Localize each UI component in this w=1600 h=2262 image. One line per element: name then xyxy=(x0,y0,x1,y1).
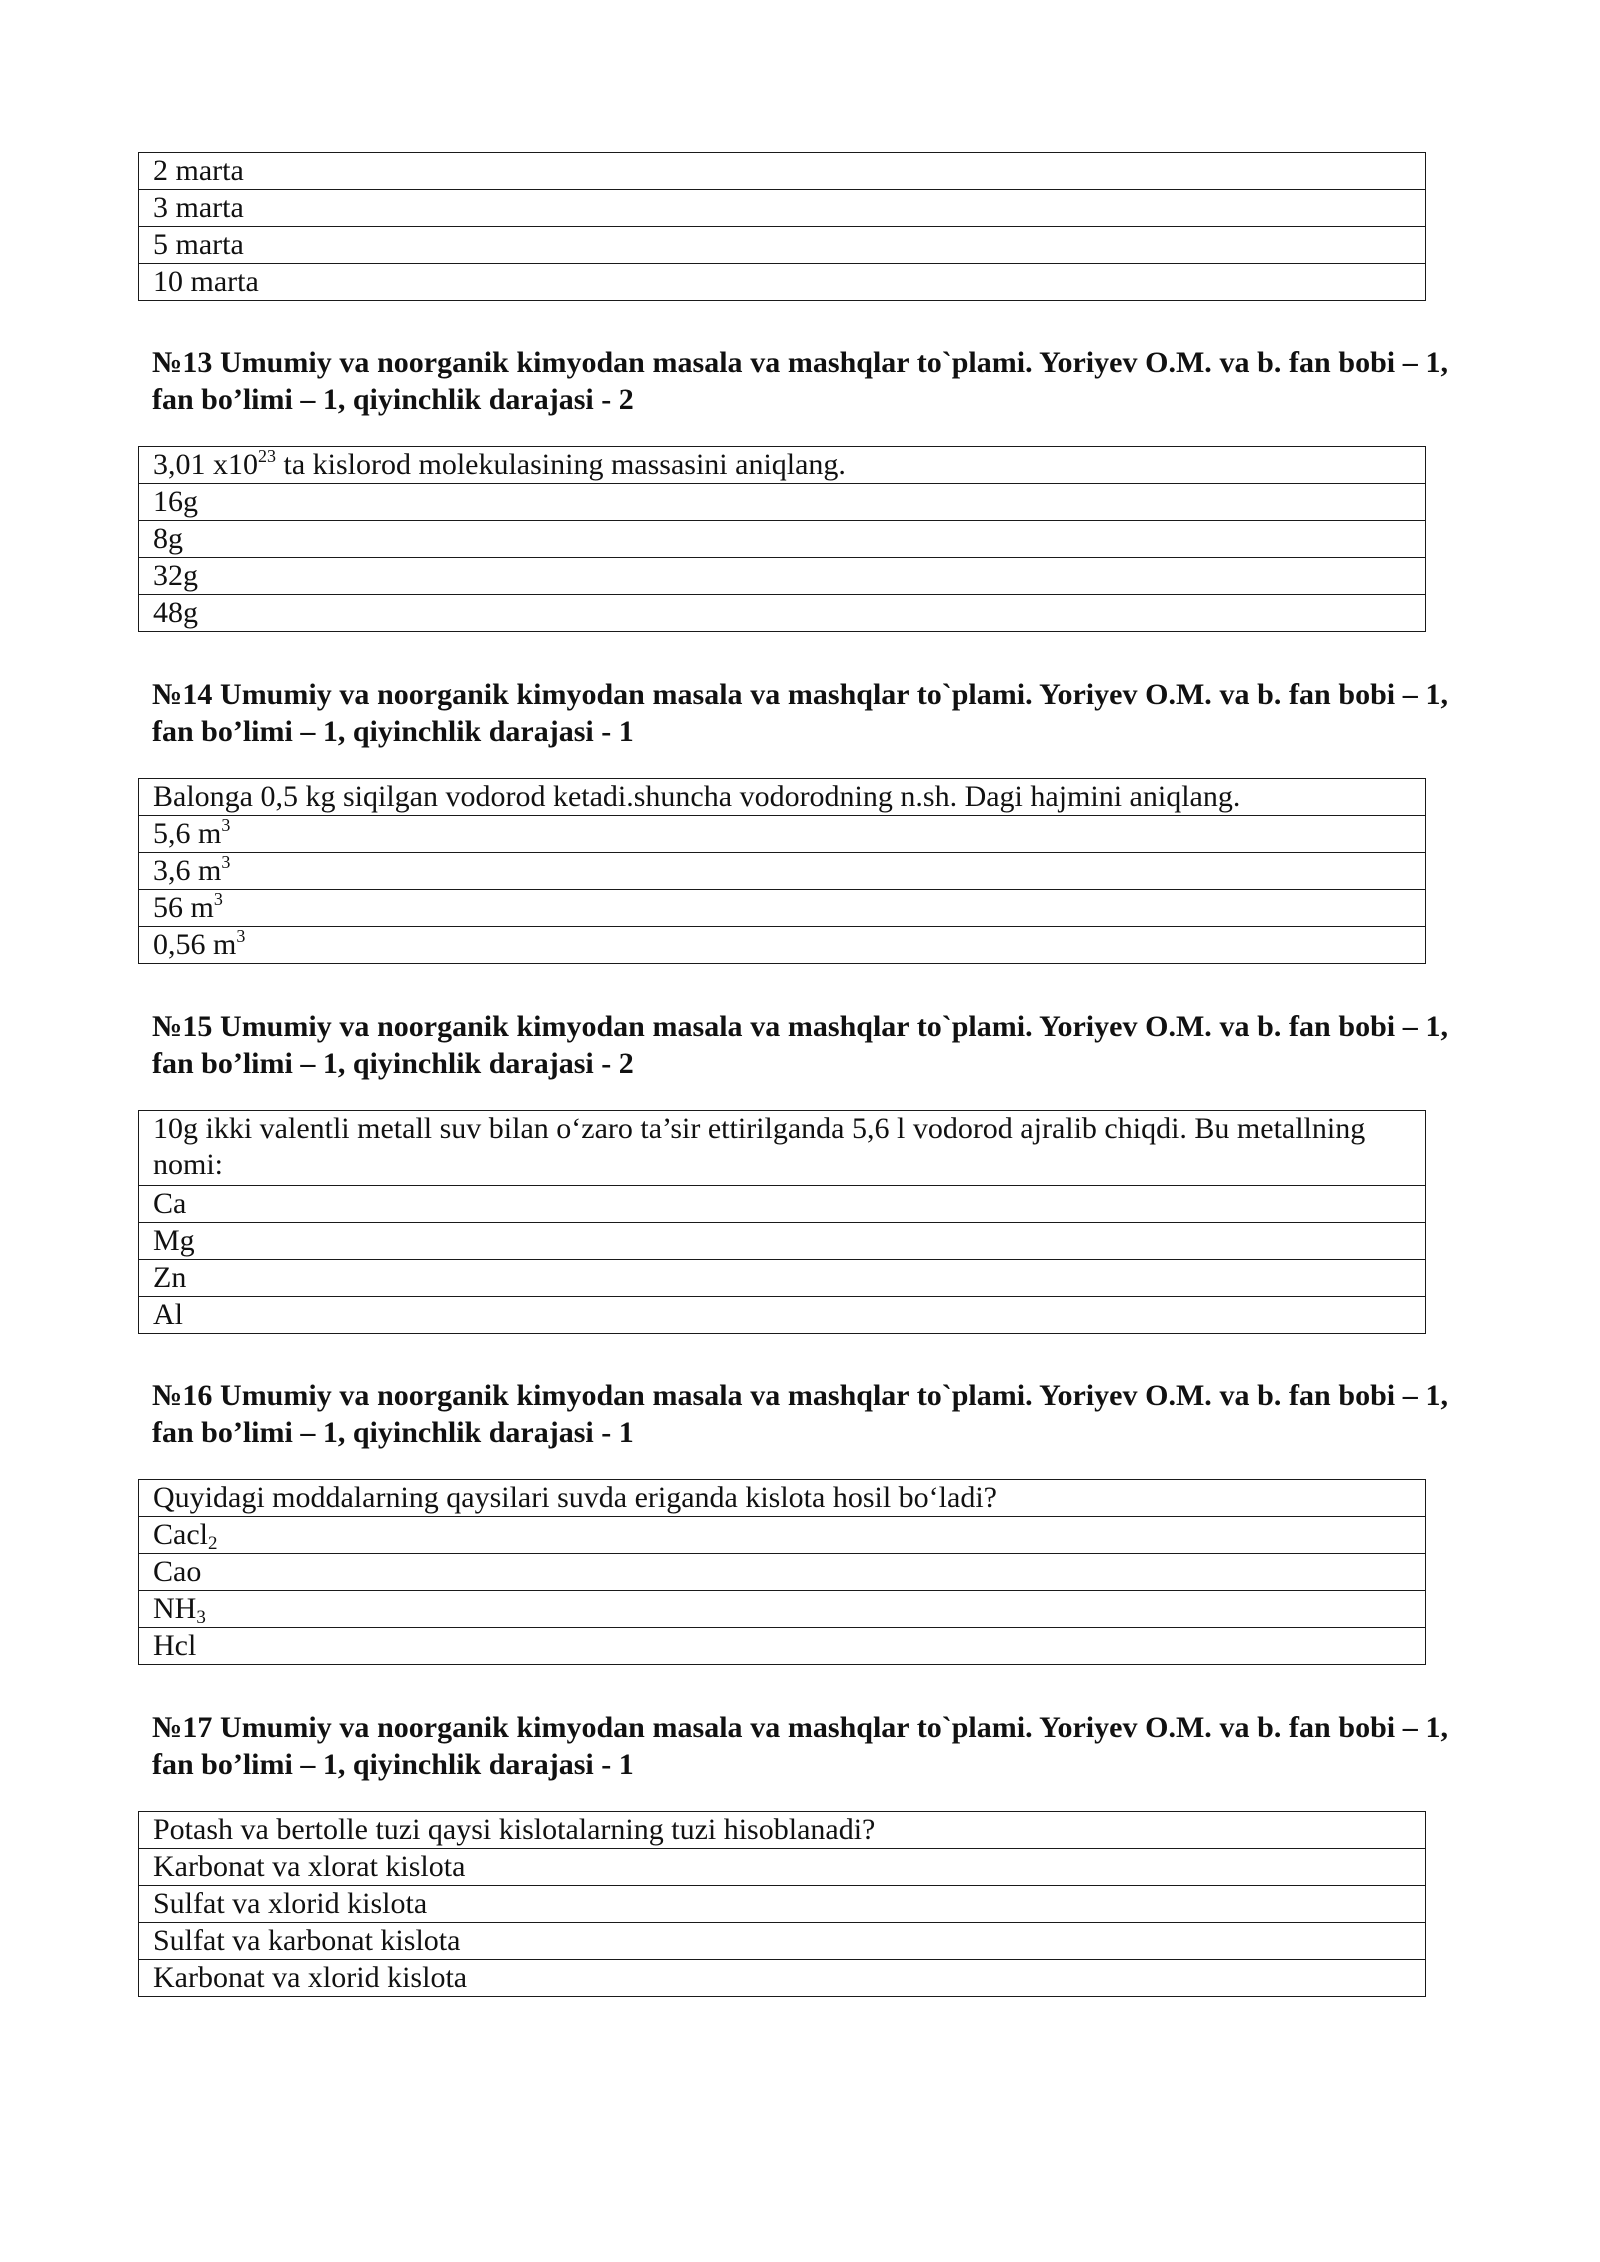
answer-row xyxy=(139,484,1426,521)
answer-row xyxy=(139,521,1426,558)
answer-option xyxy=(139,816,1426,853)
answer-row xyxy=(139,1260,1426,1297)
answer-option: 3 marta xyxy=(139,190,1426,227)
answer-row xyxy=(139,1923,1426,1960)
question-14-table xyxy=(138,778,1426,964)
answer-option xyxy=(139,1517,1426,1554)
answer-row xyxy=(139,558,1426,595)
answer-value: 56 m xyxy=(153,891,214,924)
question-17-heading: №17 Umumiy va noorganik kimyodan masala va mashqlar to`plami. Yoriyev O.M. va b. fan bobi – 1, fan bo’limi – 1, qiyinchlik darajasi - 1 xyxy=(152,1711,1448,1781)
answer-row xyxy=(139,1223,1426,1260)
answer-option xyxy=(139,890,1426,927)
answer-row xyxy=(139,227,1426,264)
answer-row xyxy=(139,153,1426,190)
question-14-heading: №14 Umumiy va noorganik kimyodan masala va mashqlar to`plami. Yoriyev O.M. va b. fan bobi – 1, fan bo’limi – 1, qiyinchlik darajasi - 1 xyxy=(152,678,1448,748)
answer-row xyxy=(139,190,1426,227)
answer-option xyxy=(139,1554,1426,1591)
question-15-table xyxy=(138,1110,1426,1334)
exponent: 23 xyxy=(258,446,276,466)
question-17-table xyxy=(138,1811,1426,1997)
answer-option: Mg xyxy=(139,1223,1426,1260)
answer-value: Cao xyxy=(153,1555,202,1588)
answer-row xyxy=(139,1297,1426,1334)
question-row xyxy=(139,1812,1426,1849)
answer-option: Karbonat va xlorid kislota xyxy=(139,1960,1426,1997)
answer-row xyxy=(139,1886,1426,1923)
answer-row xyxy=(139,595,1426,632)
answer-option xyxy=(139,927,1426,964)
answer-option: 2 marta xyxy=(139,153,1426,190)
exponent: 3 xyxy=(236,926,246,946)
answer-row xyxy=(139,927,1426,964)
exponent: 3 xyxy=(213,889,223,909)
question-13-table xyxy=(138,446,1426,632)
answer-option xyxy=(139,1591,1426,1628)
answer-value: NH xyxy=(153,1592,197,1625)
answer-row xyxy=(139,1591,1426,1628)
answer-row xyxy=(139,1186,1426,1223)
question-15-heading: №15 Umumiy va noorganik kimyodan masala va mashqlar to`plami. Yoriyev O.M. va b. fan bobi – 1, fan bo’limi – 1, qiyinchlik darajasi - 2 xyxy=(152,1010,1448,1080)
answer-option: 16g xyxy=(139,484,1426,521)
answer-option: 32g xyxy=(139,558,1426,595)
question-row xyxy=(139,779,1426,816)
prev-answers-table xyxy=(138,152,1426,301)
answer-option: 48g xyxy=(139,595,1426,632)
answer-row xyxy=(139,1517,1426,1554)
answer-row xyxy=(139,816,1426,853)
answer-option: Zn xyxy=(139,1260,1426,1297)
question-14-text: Balonga 0,5 kg siqilgan vodorod ketadi.shuncha vodorodning n.sh. Dagi hajmini aniqlang. xyxy=(139,779,1426,816)
answer-value: Hcl xyxy=(153,1629,197,1662)
question-16-text: Quyidagi moddalarning qaysilari suvda eriganda kislota hosil bo‘ladi? xyxy=(139,1480,1426,1517)
subscript: 2 xyxy=(207,1533,218,1554)
question-row xyxy=(139,1111,1426,1186)
answer-row xyxy=(139,1554,1426,1591)
answer-option: 10 marta xyxy=(139,264,1426,301)
answer-value: 0,56 m xyxy=(153,928,237,961)
answer-option xyxy=(139,1628,1426,1665)
answer-option xyxy=(139,853,1426,890)
answer-option: Sulfat va xlorid kislota xyxy=(139,1886,1426,1923)
answer-option: Al xyxy=(139,1297,1426,1334)
answer-option: 5 marta xyxy=(139,227,1426,264)
answer-row xyxy=(139,1960,1426,1997)
answer-row xyxy=(139,264,1426,301)
answer-option: Sulfat va karbonat kislota xyxy=(139,1923,1426,1960)
answer-row xyxy=(139,1628,1426,1665)
answer-option: Ca xyxy=(139,1186,1426,1223)
question-row xyxy=(139,1480,1426,1517)
exponent: 3 xyxy=(221,815,231,835)
answer-row xyxy=(139,890,1426,927)
question-16-heading: №16 Umumiy va noorganik kimyodan masala va mashqlar to`plami. Yoriyev O.M. va b. fan bobi – 1, fan bo’limi – 1, qiyinchlik darajasi - 1 xyxy=(152,1379,1448,1449)
answer-value: 5,6 m xyxy=(153,817,222,850)
answer-option: 8g xyxy=(139,521,1426,558)
answer-option: Karbonat va xlorat kislota xyxy=(139,1849,1426,1886)
answer-value: Cacl xyxy=(153,1518,208,1551)
exponent: 3 xyxy=(221,852,231,872)
subscript: 3 xyxy=(196,1607,206,1628)
answer-row xyxy=(139,853,1426,890)
question-text-part: 3,01 x10 xyxy=(153,448,258,481)
question-13-heading: №13 Umumiy va noorganik kimyodan masala va mashqlar to`plami. Yoriyev O.M. va b. fan bobi – 1, fan bo’limi – 1, qiyinchlik darajasi - 2 xyxy=(152,346,1448,416)
question-16-table xyxy=(138,1479,1426,1665)
question-text-part: ta kislorod molekulasining massasini aniqlang. xyxy=(276,448,846,481)
answer-row xyxy=(139,1849,1426,1886)
question-13-text xyxy=(139,447,1426,484)
question-15-text: 10g ikki valentli metall suv bilan o‘zaro ta’sir ettirilganda 5,6 l vodorod ajralib chiqdi. Bu metallning nomi: xyxy=(139,1111,1426,1186)
question-row xyxy=(139,447,1426,484)
answer-value: 3,6 m xyxy=(153,854,222,887)
question-17-text: Potash va bertolle tuzi qaysi kislotalarning tuzi hisoblanadi? xyxy=(139,1812,1426,1849)
